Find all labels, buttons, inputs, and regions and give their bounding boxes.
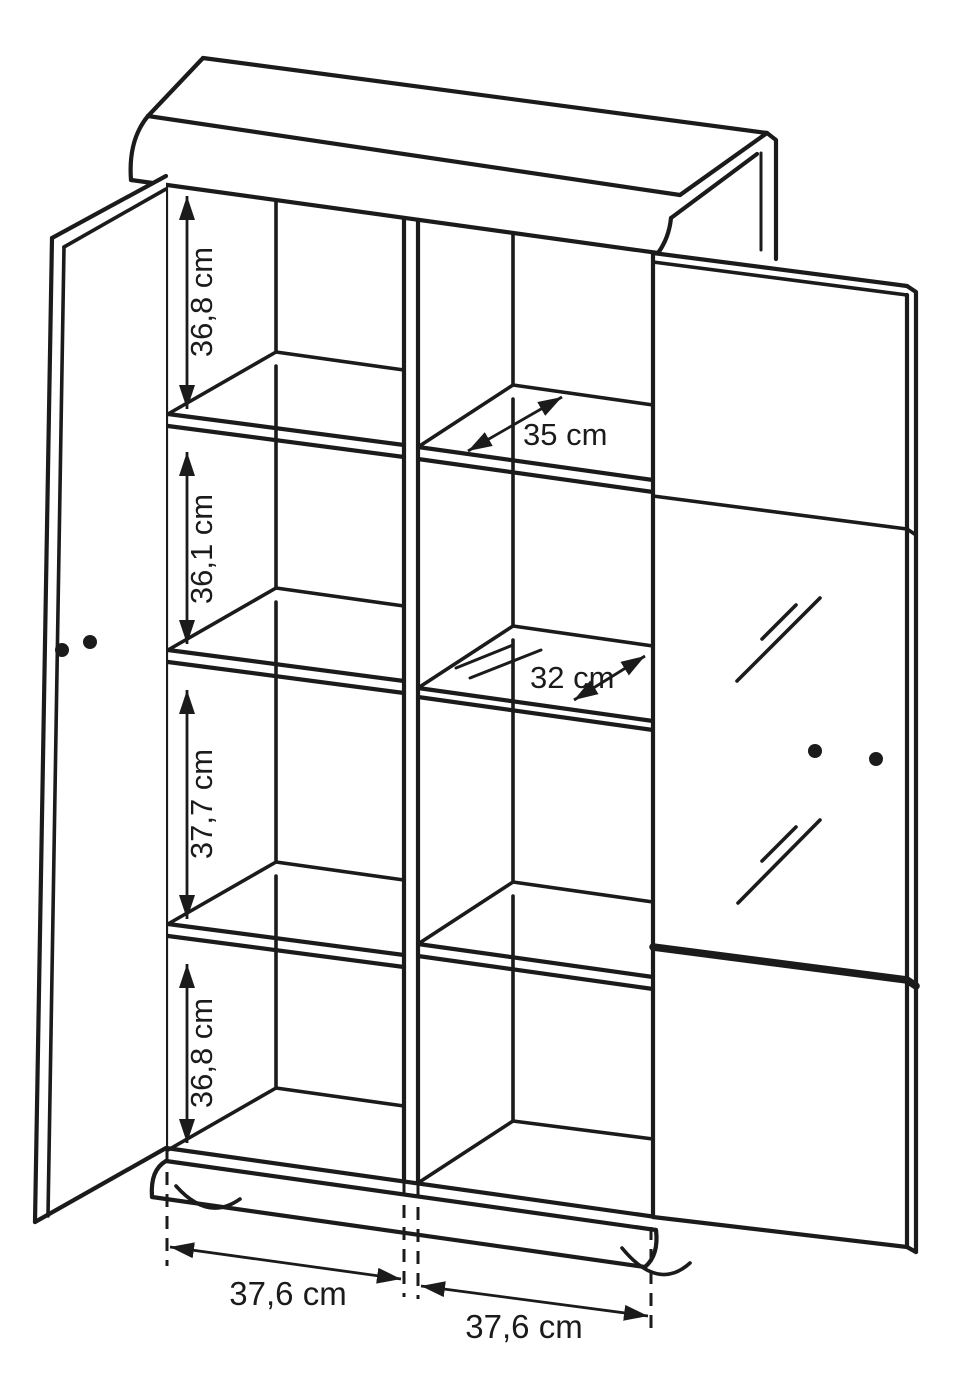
width-label-left: 37,6 cm [229, 1275, 347, 1312]
dimension-lines [167, 196, 651, 1334]
base-top-edge [166, 1148, 656, 1217]
height-label-3: 37,7 cm [184, 748, 219, 860]
height-label-4: 36,8 cm [184, 997, 219, 1109]
left-door [35, 176, 166, 1222]
right-door-handle-hole [808, 744, 822, 758]
depth-label-32: 32 cm [530, 660, 615, 695]
left-door-handle-hole [55, 643, 69, 657]
height-label-1: 36,8 cm [184, 246, 219, 358]
top-cap [131, 58, 776, 259]
base-band-edge [166, 1161, 656, 1230]
width-label-right: 37,6 cm [465, 1308, 583, 1345]
depth-label-35: 35 cm [523, 417, 608, 452]
glass-shelf-marks [456, 645, 541, 678]
left-door-handle-hole [83, 635, 97, 649]
rail-bottom-edge [152, 1197, 645, 1267]
rail-left-cap [152, 1161, 166, 1197]
right-door [653, 253, 916, 1252]
height-label-2: 36,1 cm [184, 493, 219, 605]
right-door-handle-hole [869, 752, 883, 766]
